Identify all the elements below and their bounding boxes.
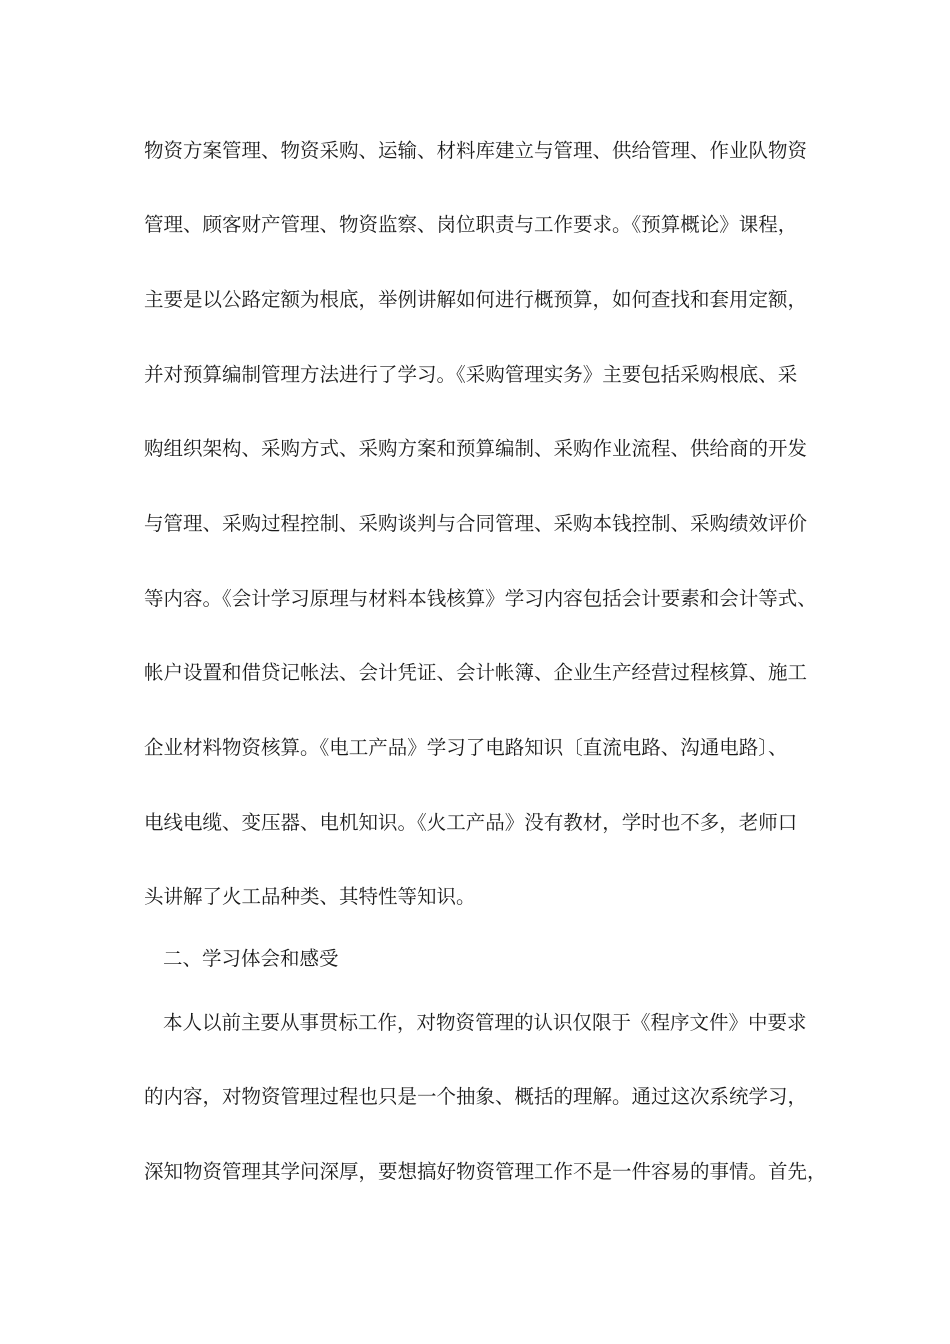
body-text-line: 物资方案管理、物资采购、运输、材料库建立与管理、供给管理、作业队物资: [144, 139, 808, 162]
body-text-line: 电线电缆、变压器、电机知识。《火工产品》没有教材，学时也不多，老师口: [144, 811, 798, 834]
body-text-line: 深知物资管理其学问深厚，要想搞好物资管理工作不是一件容易的事情。首先，: [144, 1160, 827, 1183]
body-text-line: 管理、顾客财产管理、物资监察、岗位职责与工作要求。《预算概论》课程，: [144, 213, 798, 236]
body-text-line: 主要是以公路定额为根底，举例讲解如何进行概预算，如何查找和套用定额，: [144, 288, 808, 311]
body-text-line: 的内容，对物资管理过程也只是一个抽象、概括的理解。通过这次系统学习，: [144, 1085, 808, 1108]
body-text-line: 本人以前主要从事贯标工作，对物资管理的认识仅限于《程序文件》中要求: [163, 1011, 807, 1034]
section-heading: 二、学习体会和感受: [163, 947, 339, 970]
body-text-line: 购组织架构、采购方式、采购方案和预算编制、采购作业流程、供给商的开发: [144, 437, 808, 460]
body-text-line: 等内容。《会计学习原理与材料本钱核算》学习内容包括会计要素和会计等式、: [144, 587, 817, 610]
body-text-line: 头讲解了火工品种类、其特性等知识。: [144, 885, 476, 908]
body-text-line: 与管理、采购过程控制、采购谈判与合同管理、采购本钱控制、采购绩效评价: [144, 512, 808, 535]
body-text-line: 帐户设置和借贷记帐法、会计凭证、会计帐簿、企业生产经营过程核算、施工: [144, 661, 808, 684]
body-text-line: 企业材料物资核算。《电工产品》学习了电路知识〔直流电路、沟通电路〕、: [144, 736, 788, 759]
body-text-line: 并对预算编制管理方法进行了学习。《采购管理实务》主要包括采购根底、采: [144, 363, 798, 386]
